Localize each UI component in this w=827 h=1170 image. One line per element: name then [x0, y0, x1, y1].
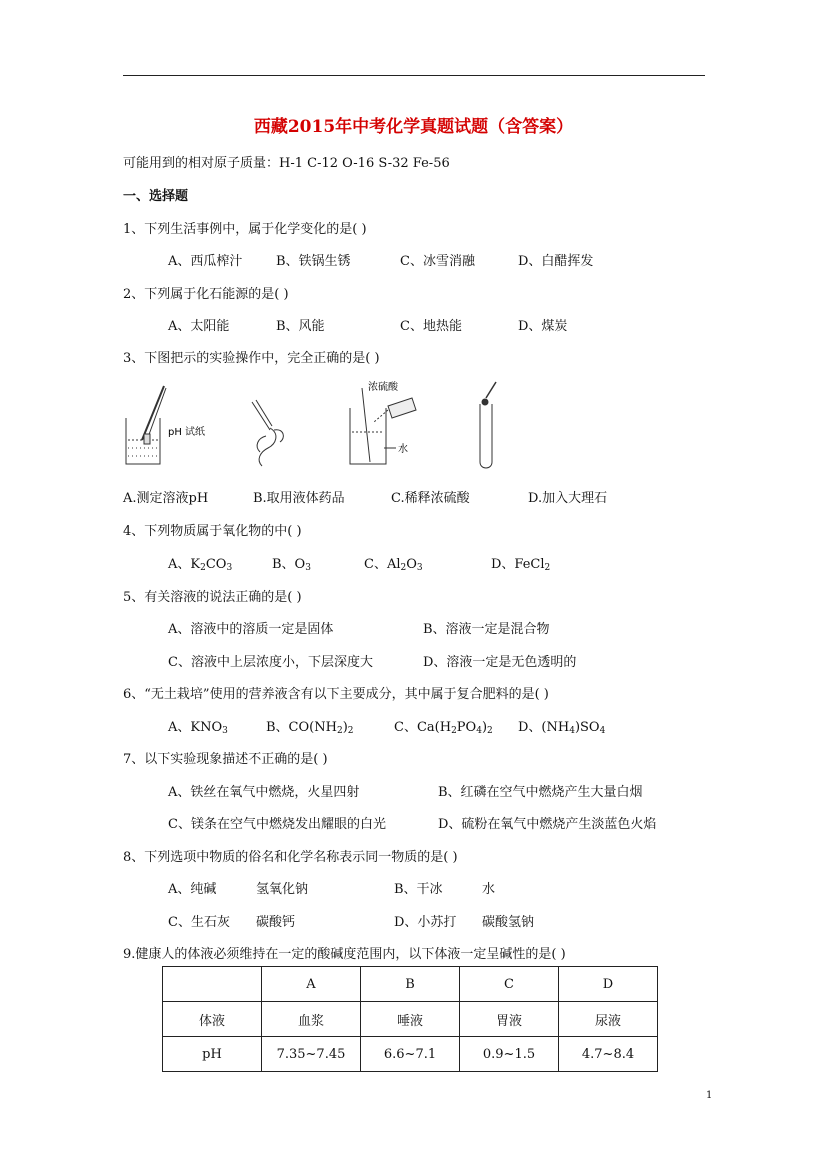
ph-table	[162, 966, 658, 1072]
q1-stem: 1、下列生活事例中，属于化学变化的是( )	[123, 222, 367, 237]
q4-option-a: A、$K_2CO_3$	[168, 557, 233, 573]
q6-stem: 6、“无土栽培”使用的营养液含有以下主要成分，其中属于复合肥料的是( )	[123, 687, 549, 702]
table-header-cell: D	[559, 967, 658, 1002]
q3-option-d: D.加入大理石	[528, 491, 608, 506]
q7-option-b: B、红磷在空气中燃烧产生大量白烟	[438, 785, 643, 800]
table-row	[163, 1037, 658, 1072]
figure-label-ph-paper: pH 试纸	[168, 427, 206, 438]
figure-label-conc-acid: 浓硫酸	[368, 382, 398, 393]
q6-option-a: A、$KNO_3$	[168, 720, 228, 736]
q8-option-b-chem: 水	[482, 882, 496, 897]
q8-option-a-name: A、纯碱	[168, 882, 217, 897]
table-row	[163, 1002, 658, 1037]
q2-option-a: A、太阳能	[168, 319, 230, 334]
q8-option-c-name: C、生石灰	[168, 915, 230, 930]
figure-a-beaker	[126, 386, 166, 464]
q6-option-b: B、$CO(NH_2)_2$	[266, 720, 354, 736]
q4-option-c: C、$Al_2O_3$	[364, 557, 423, 573]
q5-option-b: B、溶液一定是混合物	[423, 622, 550, 637]
q7-stem: 7、以下实验现象描述不正确的是( )	[123, 752, 328, 767]
q3-stem: 3、下图把示的实验操作中，完全正确的是( )	[123, 351, 380, 366]
figure-d-test-tube	[480, 382, 496, 468]
page-title: 西藏2015年中考化学真题试题（含答案）	[253, 117, 574, 137]
q8-option-d-name: D、小苏打	[394, 915, 457, 930]
q1-option-b: B、铁锅生锈	[276, 254, 351, 269]
q1-option-d: D、白醋挥发	[518, 254, 594, 269]
q5-option-a: A、溶液中的溶质一定是固体	[168, 622, 334, 637]
lab-operations-figure	[120, 378, 560, 478]
table-cell: 0.9~1.5	[460, 1037, 559, 1072]
figure-label-water: 水	[398, 444, 408, 455]
table-cell: 唾液	[361, 1002, 460, 1037]
section-heading: 一、选择题	[123, 189, 189, 204]
page-number: 1	[706, 1090, 713, 1101]
table-header-row	[163, 967, 658, 1002]
q7-option-c: C、镁条在空气中燃烧发出耀眼的白光	[168, 817, 386, 832]
table-cell: 尿液	[559, 1002, 658, 1037]
table-cell: 胃液	[460, 1002, 559, 1037]
q5-option-c: C、溶液中上层浓度小，下层深度大	[168, 655, 373, 670]
table-header-cell	[163, 967, 262, 1002]
q8-option-c-chem: 碳酸钙	[256, 915, 296, 930]
table-cell: 血浆	[262, 1002, 361, 1037]
q3-option-b: B.取用液体药品	[253, 491, 345, 506]
q7-option-d: D、硫粉在氧气中燃烧产生淡蓝色火焰	[438, 817, 657, 832]
q8-option-b-name: B、干冰	[394, 882, 443, 897]
q2-option-b: B、风能	[276, 319, 325, 334]
q8-stem: 8、下列选项中物质的俗名和化学名称表示同一物质的是( )	[123, 850, 458, 865]
q4-stem: 4、下列物质属于氧化物的中( )	[123, 524, 302, 539]
table-header-cell: C	[460, 967, 559, 1002]
table-cell: pH	[163, 1037, 262, 1072]
q3-option-a: A.测定溶液pH	[123, 491, 209, 506]
q8-option-d-chem: 碳酸氢钠	[482, 915, 535, 930]
q1-option-a: A、西瓜榨汁	[168, 254, 243, 269]
header-rule	[123, 75, 705, 76]
q3-option-c: C.稀释浓硫酸	[391, 491, 470, 506]
atomic-masses: 可能用到的相对原子质量：H-1 C-12 O-16 S-32 Fe-56	[123, 156, 450, 171]
q7-option-a: A、铁丝在氧气中燃烧，火星四射	[168, 785, 360, 800]
figure-b-dropper	[252, 400, 283, 466]
q2-option-c: C、地热能	[400, 319, 462, 334]
table-header-cell: B	[361, 967, 460, 1002]
q5-option-d: D、溶液一定是无色透明的	[423, 655, 577, 670]
q9-stem: 9.健康人的体液必须维持在一定的酸碱度范围内，以下体液一定呈碱性的是( )	[123, 947, 566, 962]
q4-option-b: B、$O_3$	[272, 557, 311, 573]
lab-figure-svg	[120, 378, 560, 478]
table-cell: 7.35~7.45	[262, 1037, 361, 1072]
q6-option-d: D、$(NH_4)SO_4$	[518, 720, 606, 736]
table-header-cell: A	[262, 967, 361, 1002]
q4-option-d: D、FeCl$_2$	[491, 557, 551, 573]
q1-option-c: C、冰雪消融	[400, 254, 475, 269]
table-cell: 4.7~8.4	[559, 1037, 658, 1072]
q2-option-d: D、煤炭	[518, 319, 568, 334]
q8-option-a-chem: 氢氧化钠	[256, 882, 309, 897]
q2-stem: 2、下列属于化石能源的是( )	[123, 287, 289, 302]
q6-option-c: C、$Ca(H_2PO_4)_2$	[394, 720, 493, 736]
table-cell: 6.6~7.1	[361, 1037, 460, 1072]
q5-stem: 5、有关溶液的说法正确的是( )	[123, 590, 302, 605]
table-cell: 体液	[163, 1002, 262, 1037]
